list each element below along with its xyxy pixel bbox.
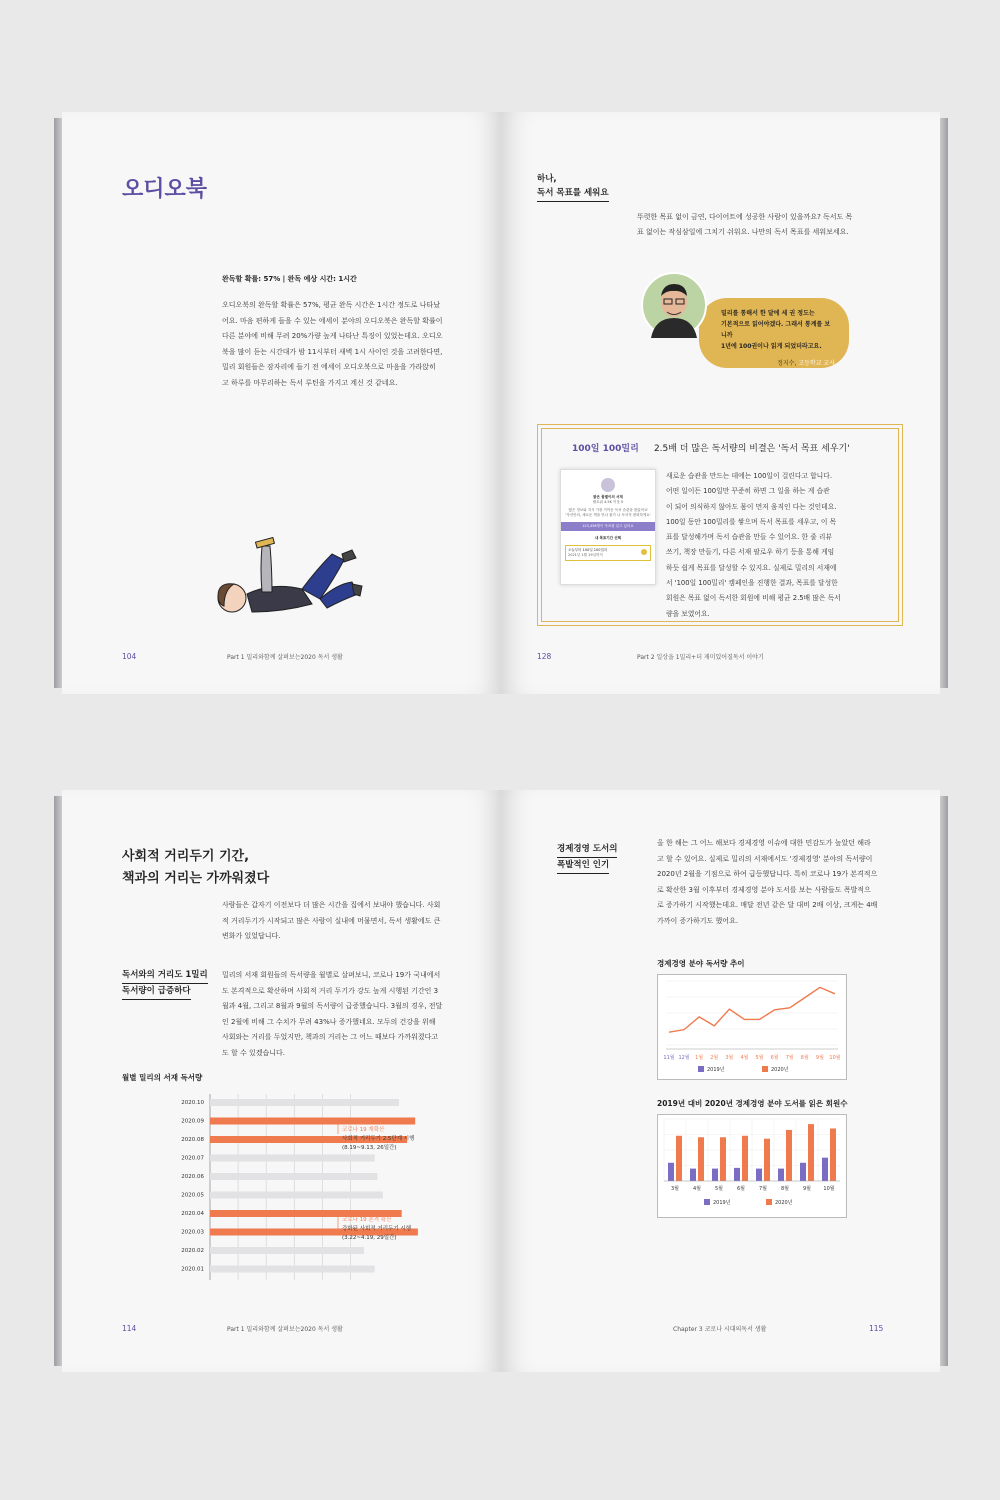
check-icon <box>641 549 647 555</box>
app-screenshot <box>560 469 656 585</box>
page-number: 104 <box>122 652 137 661</box>
page-number: 114 <box>122 1324 137 1333</box>
intro-line: 뚜렷한 목표 없이 금연, 다이어트에 성공한 사람이 있을까요? 독서도 목 <box>637 213 853 221</box>
body-line: 인 2월에 비해 그 수치가 무려 43%나 증가했네요. 모두의 건강을 위해 <box>222 1017 436 1026</box>
bar <box>210 1266 375 1273</box>
running-head: Chapter 3 코로나 시대의독서 생활 <box>673 1326 767 1333</box>
running-head: Part 1 밀리와함께 살펴보는2020 독서 생활 <box>227 1326 343 1333</box>
page-128 <box>501 112 940 694</box>
tick-label: 10월 <box>823 1186 835 1192</box>
title-line: 사회적 거리두기 기간, <box>122 849 250 864</box>
quote-line: 밀리를 통해서 한 달에 세 권 정도는 <box>721 310 815 317</box>
goal-banner: 123,456명이 목표를 읽고 있어요 <box>561 522 655 531</box>
bar <box>668 1163 674 1181</box>
bar <box>786 1130 792 1181</box>
profile-desc: '자신만의, 새로운 책을 만나 잡가 나 독서적 변화하게요' <box>565 513 651 517</box>
page-number: 115 <box>869 1324 884 1333</box>
completion-stats <box>222 272 357 286</box>
bar <box>764 1139 770 1181</box>
heading-line: 폭발적인 인기 <box>557 858 609 874</box>
quote-line: 기본적으로 읽어야겠다. 그래서 통계를 보니까 <box>721 321 831 339</box>
spread-bottom <box>62 790 940 1372</box>
annotation-line: 사회적 거리두기 2.5단계 시행 <box>342 1136 415 1142</box>
bar-chart-panel <box>657 1114 847 1218</box>
quote-bubble <box>699 298 849 368</box>
body-line: 올 한 해는 그 어느 해보다 경제경영 이슈에 대한 민감도가 높았던 해라 <box>657 839 871 847</box>
page-title: 오디오북 <box>122 177 208 202</box>
spread-top <box>62 112 940 694</box>
tick-label: 2020.07 <box>181 1155 204 1162</box>
legend-label: 2019년 <box>707 1067 725 1073</box>
tick-label: 12월 <box>678 1055 690 1061</box>
goal-option-label: 오늘부터 100일 100밀리 <box>568 548 608 552</box>
side-heading-line: 독서량이 급증하다 <box>122 984 191 1000</box>
body-line: 월과 4월, 그리고 8월과 9월의 독서량이 급증했습니다. 3월의 경우, 전달 <box>222 1002 443 1010</box>
bar <box>720 1137 726 1181</box>
chart-title: 월별 밀리의 서재 독서량 <box>122 1073 203 1082</box>
annotation-resurgence <box>342 1126 414 1153</box>
tick-label: 7월 <box>758 1186 768 1192</box>
body-line: 량을 보였어요. <box>666 609 710 618</box>
body-line: 새로운 습관을 만드는 데에는 100일이 걸린다고 합니다. <box>666 472 832 480</box>
body-line: 로 확산한 3월 이후부터 경제경영 분야 도서를 보는 사람들도 폭발적으 <box>657 885 871 894</box>
legend-label: 2019년 <box>713 1200 731 1206</box>
tick-label: 2020.08 <box>181 1137 204 1143</box>
quote-line: 1년에 100권이나 읽게 되었더라고요. <box>721 343 822 350</box>
bar <box>698 1137 704 1181</box>
body-line: 사회와는 거리를 두었지만, 책과의 거리는 그 어느 때보다 가까워졌다고 <box>222 1033 439 1041</box>
page-115 <box>501 790 940 1372</box>
body-line: 고 할 수 있어요. 실제로 밀리의 서재에서도 '경제경영' 분야의 독서량이 <box>657 854 873 863</box>
campaign-label: 100일 100밀리 <box>572 444 639 454</box>
tick-label: 5월 <box>755 1055 764 1061</box>
body-line: 표를 달성해가며 독서 습관을 만들 수 있어요. 한 줄 리뷰 <box>666 533 833 542</box>
legend-swatch <box>704 1199 710 1205</box>
annotation-line: 강화된 사회적 거리두기 시행 <box>342 1226 412 1232</box>
side-heading <box>122 968 208 1000</box>
heading-line: 독서 목표를 세워요 <box>537 186 609 202</box>
body-line: 도 본격적으로 확산하며 사회적 거리 두기가 강도 높게 시행된 기간인 3 <box>222 986 439 995</box>
profile-name: 밝은 꽃별이의 서재 <box>593 495 623 499</box>
bar <box>210 1099 399 1106</box>
intro-line: 표 없이는 작심삼일에 그치기 쉬워요. 나만의 독서 목표를 세워보세요. <box>637 228 849 236</box>
body-line: 회원은 목표 없이 독서한 회원에 비해 평균 2.5배 많은 독서 <box>666 594 841 603</box>
bar <box>808 1124 814 1181</box>
lying-reader-illustration <box>202 534 382 624</box>
body-line: 이 되어 의식하지 않아도 몸이 먼저 움직인 다는 것인데요. <box>666 502 837 511</box>
body-line: 쓰기, 책장 만들기, 다른 서재 팔로우 하기 등을 통해 게임 <box>666 548 835 557</box>
tick-label: 6월 <box>736 1186 746 1192</box>
body-line: 2020년 2월을 기점으로 하여 급등했답니다. 특히 코로나 19가 본격적으 <box>657 870 878 878</box>
page-114 <box>62 790 501 1372</box>
heading-line: 경제경영 도서의 <box>557 842 617 858</box>
audiobook-body <box>222 298 462 391</box>
bar-chart-title: 2019년 대비 2020년 경제경영 분야 도서를 읽은 회원수 <box>657 1099 848 1108</box>
annotation-line: (8.19~9.13, 26일간) <box>342 1145 397 1151</box>
body-text <box>222 968 462 1061</box>
series-line <box>669 987 835 1032</box>
body-line: 밀리 회원들은 잠자리에 들기 전 에세이 오디오북으로 마음을 가라앉히 <box>222 363 436 371</box>
bar <box>778 1169 784 1181</box>
heading-line: 하나, <box>537 174 557 184</box>
quote-author: 정지수, <box>777 360 797 367</box>
tick-label: 8월 <box>780 1186 790 1192</box>
tick-label: 8월 <box>800 1055 809 1061</box>
legend-swatch <box>698 1066 704 1072</box>
intro-line: 사람들은 갑자기 이전보다 더 많은 시간을 집에서 보내야 했습니다. 사회 <box>222 901 441 909</box>
body-line: 도 할 수 있겠습니다. <box>222 1048 285 1057</box>
annotation-title: 코로나 19 재확산 <box>342 1127 385 1133</box>
legend-swatch <box>766 1199 772 1205</box>
intro-line: 적 거리두기가 시작되고 많은 사람이 실내에 머물면서, 독서 생활에도 큰 <box>222 916 441 925</box>
tick-label: 6월 <box>770 1055 779 1061</box>
body-line: 100일 동안 100밀리를 쌓으며 독서 목표를 세우고, 이 목 <box>666 517 837 526</box>
bar <box>712 1169 718 1181</box>
bar <box>210 1247 364 1254</box>
author-photo <box>641 272 707 338</box>
bar <box>210 1155 375 1162</box>
line-chart-panel <box>657 974 847 1080</box>
line-chart-title: 경제경영 분야 독서량 추이 <box>657 959 745 968</box>
body-line: 다른 분야에 비해 무려 20%가량 높게 나타난 특징이 있었는데요. 오디오 <box>222 332 443 340</box>
tick-label: 9월 <box>802 1186 812 1192</box>
quote-role: 고등학교 교사 <box>798 360 835 367</box>
profile-desc: '많은 정보와 지식 가장 가까운 독서 습관을 찾았어요' <box>567 508 649 512</box>
body-line: 가까이 증가하기도 했어요. <box>657 916 739 925</box>
body-line: 북을 많이 듣는 시간대가 밤 11시부터 새벽 1시 사이인 것을 고려한다면, <box>222 347 443 356</box>
running-head: Part 1 밀리와함께 살펴보는2020 독서 생활 <box>227 654 343 661</box>
campaign-title: 2.5배 더 많은 독서량의 비결은 '독서 목표 세우기' <box>653 444 850 454</box>
tick-label: 2020.03 <box>181 1229 204 1236</box>
page-number: 128 <box>537 652 552 661</box>
legend-label: 2020년 <box>775 1200 793 1206</box>
goal-option-sub: 2021년 1월 19일까지 <box>568 553 603 557</box>
bar <box>830 1128 836 1181</box>
tick-label: 3월 <box>725 1055 734 1061</box>
tick-label: 2020.06 <box>181 1174 204 1180</box>
stats-text: 완독할 확률: 57% | 완독 예상 시간: 1시간 <box>222 275 357 283</box>
members-comparison-chart <box>658 1115 846 1217</box>
tick-label: 2020.10 <box>181 1100 204 1106</box>
tick-label: 11월 <box>663 1055 675 1061</box>
body-text <box>657 836 897 929</box>
tick-label: 4월 <box>692 1186 702 1192</box>
bar <box>690 1169 696 1181</box>
annotation-line: (3.22~4.19, 29일간) <box>342 1235 397 1241</box>
side-heading-line: 독서와의 거리도 1밀리 <box>122 968 208 984</box>
genre-trend-chart <box>658 975 846 1079</box>
bar <box>676 1136 682 1181</box>
legend-swatch <box>762 1066 768 1072</box>
section-heading <box>557 842 617 874</box>
body-line: 어떤 일이든 100일만 꾸준히 하면 그 일을 하는 게 습관 <box>666 487 830 496</box>
tick-label: 9월 <box>815 1055 824 1061</box>
tick-label: 2월 <box>710 1055 719 1061</box>
bar <box>742 1136 748 1181</box>
page-104 <box>62 112 501 694</box>
intro-text <box>637 210 877 240</box>
bar <box>210 1192 383 1199</box>
tick-label: 2020.04 <box>181 1211 204 1217</box>
title-line: 책과의 거리는 가까워졌다 <box>122 871 270 886</box>
monthly-reading-chart <box>162 1094 462 1294</box>
tick-label: 10월 <box>829 1055 841 1061</box>
bar <box>210 1173 377 1180</box>
profile-sub: 팔로워 4.5K 이웃 5 <box>592 500 624 504</box>
body-line: 밀리의 서재 회원들의 독서량을 월별로 살펴보니, 코로나 19가 국내에서 <box>222 971 441 979</box>
goal-option[interactable] <box>565 545 651 561</box>
tick-label: 5월 <box>714 1186 724 1192</box>
tick-label: 2020.05 <box>181 1192 204 1199</box>
tick-label: 4월 <box>740 1055 749 1061</box>
legend-label: 2020년 <box>771 1067 789 1073</box>
section-heading <box>537 172 609 202</box>
profile-avatar <box>601 478 615 492</box>
annotation-title: 코로나 19 본격 확산 <box>342 1217 392 1223</box>
tick-label: 2020.02 <box>181 1248 204 1254</box>
tick-label: 2020.01 <box>181 1266 204 1273</box>
body-line: 어요. 마음 편하게 들을 수 있는 에세이 분야의 오디오북은 완독할 확률이 <box>222 316 443 325</box>
annotation-spread <box>342 1216 411 1243</box>
bar <box>800 1163 806 1181</box>
tick-label: 1월 <box>695 1055 704 1061</box>
goal-section: 내 목표기간 선택 <box>594 536 622 540</box>
intro-text <box>222 898 462 945</box>
intro-line: 변화가 있었답니다. <box>222 932 281 940</box>
body-line: 로 증가하기 시작했는데요. 매달 전년 같은 달 대비 2배 이상, 크게는 4배 <box>657 901 878 909</box>
bar <box>210 1118 415 1125</box>
bar <box>822 1158 828 1181</box>
body-line: 하듯 쉽게 목표를 달성할 수 있지요. 실제로 밀리의 서재에 <box>666 563 837 572</box>
body-line: 오디오북의 완독할 확률은 57%, 평균 완독 시간은 1시간 정도로 나타났 <box>222 301 441 309</box>
bar <box>734 1168 740 1181</box>
body-line: 서 '100일 100밀리' 캠페인을 진행한 결과, 목표를 달성한 <box>666 579 838 588</box>
tick-label: 7월 <box>785 1055 794 1061</box>
body-line: 고 하루를 마무리하는 독서 루틴을 가지고 계신 것 같네요. <box>222 378 398 387</box>
page-title <box>122 846 269 890</box>
tick-label: 2020.09 <box>181 1118 204 1125</box>
campaign-box <box>537 424 903 626</box>
campaign-body <box>666 469 891 622</box>
tick-label: 3월 <box>670 1186 680 1192</box>
bar <box>756 1169 762 1181</box>
running-head: Part 2 일상을 1밀리+더 재미있어질독서 이야기 <box>637 654 764 661</box>
